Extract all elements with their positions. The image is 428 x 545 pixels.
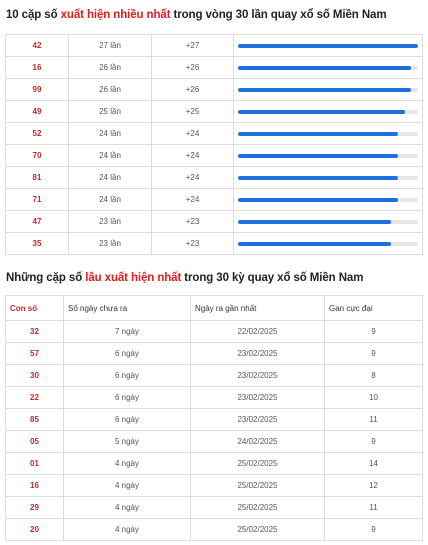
frequency-bar-fill [238, 176, 398, 180]
occurrence-count: 25 lần [69, 101, 152, 123]
pair-number: 20 [6, 519, 64, 541]
max-gap: 9 [325, 343, 423, 365]
table-row [6, 79, 423, 101]
pair-number: 70 [6, 145, 69, 167]
occurrence-count: 24 lần [69, 189, 152, 211]
max-gap: 14 [325, 453, 423, 475]
table-header-row [6, 296, 423, 321]
table-row [6, 475, 423, 497]
days-absent: 4 ngày [64, 453, 191, 475]
frequency-bar-cell [234, 57, 423, 79]
pair-number: 81 [6, 167, 69, 189]
occurrence-count: 26 lần [69, 57, 152, 79]
days-absent: 4 ngày [64, 497, 191, 519]
last-appearance-date: 22/02/2025 [191, 321, 325, 343]
days-absent: 6 ngày [64, 365, 191, 387]
frequency-bar-track [238, 242, 418, 246]
occurrence-count: 24 lần [69, 167, 152, 189]
heading-suffix: trong vòng 30 lần quay xổ số Miền Nam [170, 9, 387, 21]
heading-highlight: lâu xuất hiện nhất [85, 272, 182, 284]
pair-number: 05 [6, 431, 64, 453]
frequency-bar-track [238, 154, 418, 158]
frequency-bar-cell [234, 167, 423, 189]
table-row [6, 365, 423, 387]
pair-number: 16 [6, 475, 64, 497]
pair-number: 16 [6, 57, 69, 79]
frequency-bar-track [238, 44, 418, 48]
frequent-pairs-table [5, 34, 423, 255]
last-appearance-date: 23/02/2025 [191, 365, 325, 387]
last-appearance-date: 23/02/2025 [191, 409, 325, 431]
pair-number: 47 [6, 211, 69, 233]
pair-number: 42 [6, 35, 69, 57]
days-absent: 7 ngày [64, 321, 191, 343]
table-row [6, 101, 423, 123]
frequency-bar-fill [238, 66, 411, 70]
longest-absent-heading [6, 272, 363, 284]
days-absent: 6 ngày [64, 409, 191, 431]
max-gap: 11 [325, 497, 423, 519]
days-absent: 4 ngày [64, 519, 191, 541]
table-row [6, 497, 423, 519]
last-appearance-date: 25/02/2025 [191, 453, 325, 475]
frequency-bar-cell [234, 123, 423, 145]
days-absent: 6 ngày [64, 343, 191, 365]
occurrence-count: 24 lần [69, 145, 152, 167]
frequency-bar-fill [238, 110, 405, 114]
pair-number: 32 [6, 321, 64, 343]
header-last-date: Ngày ra gần nhất [191, 296, 325, 321]
heading-suffix: trong 30 kỳ quay xổ số Miền Nam [181, 272, 364, 284]
pair-number: 85 [6, 409, 64, 431]
max-gap: 9 [325, 431, 423, 453]
max-gap: 10 [325, 387, 423, 409]
frequency-bar-fill [238, 154, 398, 158]
table-row [6, 321, 423, 343]
heading-prefix: 10 cặp số [6, 9, 61, 21]
table-row [6, 123, 423, 145]
table-row [6, 409, 423, 431]
pair-number: 22 [6, 387, 64, 409]
occurrence-count: 24 lần [69, 123, 152, 145]
table-row [6, 211, 423, 233]
frequency-bar-fill [238, 132, 398, 136]
frequency-bar-cell [234, 145, 423, 167]
pair-number: 49 [6, 101, 69, 123]
table-row [6, 453, 423, 475]
frequency-bar-cell [234, 35, 423, 57]
frequency-bar-fill [238, 44, 418, 48]
max-gap: 8 [325, 365, 423, 387]
occurrence-delta: +24 [152, 189, 234, 211]
frequency-bar-track [238, 220, 418, 224]
frequency-bar-track [238, 176, 418, 180]
last-appearance-date: 25/02/2025 [191, 497, 325, 519]
header-max-gap: Gan cực đại [325, 296, 423, 321]
occurrence-delta: +25 [152, 101, 234, 123]
header-days-absent: Số ngày chưa ra [64, 296, 191, 321]
table-row [6, 343, 423, 365]
occurrence-delta: +26 [152, 57, 234, 79]
last-appearance-date: 23/02/2025 [191, 343, 325, 365]
pair-number: 35 [6, 233, 69, 255]
frequency-bar-cell [234, 233, 423, 255]
longest-absent-table [5, 295, 423, 541]
table-row [6, 233, 423, 255]
frequency-bar-fill [238, 220, 391, 224]
occurrence-delta: +26 [152, 79, 234, 101]
frequency-bar-track [238, 110, 418, 114]
table-row [6, 431, 423, 453]
heading-highlight: xuất hiện nhiều nhất [60, 9, 171, 21]
frequency-bar-fill [238, 88, 411, 92]
frequency-bar-track [238, 88, 418, 92]
frequency-bar-cell [234, 101, 423, 123]
occurrence-count: 23 lần [69, 211, 152, 233]
last-appearance-date: 24/02/2025 [191, 431, 325, 453]
max-gap: 9 [325, 519, 423, 541]
pair-number: 71 [6, 189, 69, 211]
occurrence-delta: +24 [152, 167, 234, 189]
frequency-bar-track [238, 66, 418, 70]
occurrence-count: 27 lần [69, 35, 152, 57]
header-number: Con số [6, 296, 64, 321]
pair-number: 57 [6, 343, 64, 365]
heading-prefix: Những cặp số [6, 272, 86, 284]
frequency-bar-fill [238, 198, 398, 202]
last-appearance-date: 25/02/2025 [191, 519, 325, 541]
frequency-bar-track [238, 132, 418, 136]
frequent-pairs-heading [6, 9, 386, 21]
max-gap: 12 [325, 475, 423, 497]
frequency-bar-fill [238, 242, 391, 246]
days-absent: 4 ngày [64, 475, 191, 497]
max-gap: 9 [325, 321, 423, 343]
frequency-bar-cell [234, 211, 423, 233]
max-gap: 11 [325, 409, 423, 431]
occurrence-delta: +23 [152, 211, 234, 233]
occurrence-delta: +23 [152, 233, 234, 255]
occurrence-count: 26 lần [69, 79, 152, 101]
occurrence-delta: +27 [152, 35, 234, 57]
pair-number: 01 [6, 453, 64, 475]
table-row [6, 387, 423, 409]
days-absent: 5 ngày [64, 431, 191, 453]
pair-number: 99 [6, 79, 69, 101]
days-absent: 6 ngày [64, 387, 191, 409]
occurrence-delta: +24 [152, 123, 234, 145]
frequency-bar-track [238, 198, 418, 202]
frequency-bar-cell [234, 79, 423, 101]
frequency-bar-cell [234, 189, 423, 211]
table-row [6, 189, 423, 211]
pair-number: 29 [6, 497, 64, 519]
table-row [6, 57, 423, 79]
table-row [6, 145, 423, 167]
pair-number: 30 [6, 365, 64, 387]
table-row [6, 35, 423, 57]
table-row [6, 167, 423, 189]
pair-number: 52 [6, 123, 69, 145]
table-row [6, 519, 423, 541]
last-appearance-date: 23/02/2025 [191, 387, 325, 409]
occurrence-delta: +24 [152, 145, 234, 167]
last-appearance-date: 25/02/2025 [191, 475, 325, 497]
occurrence-count: 23 lần [69, 233, 152, 255]
